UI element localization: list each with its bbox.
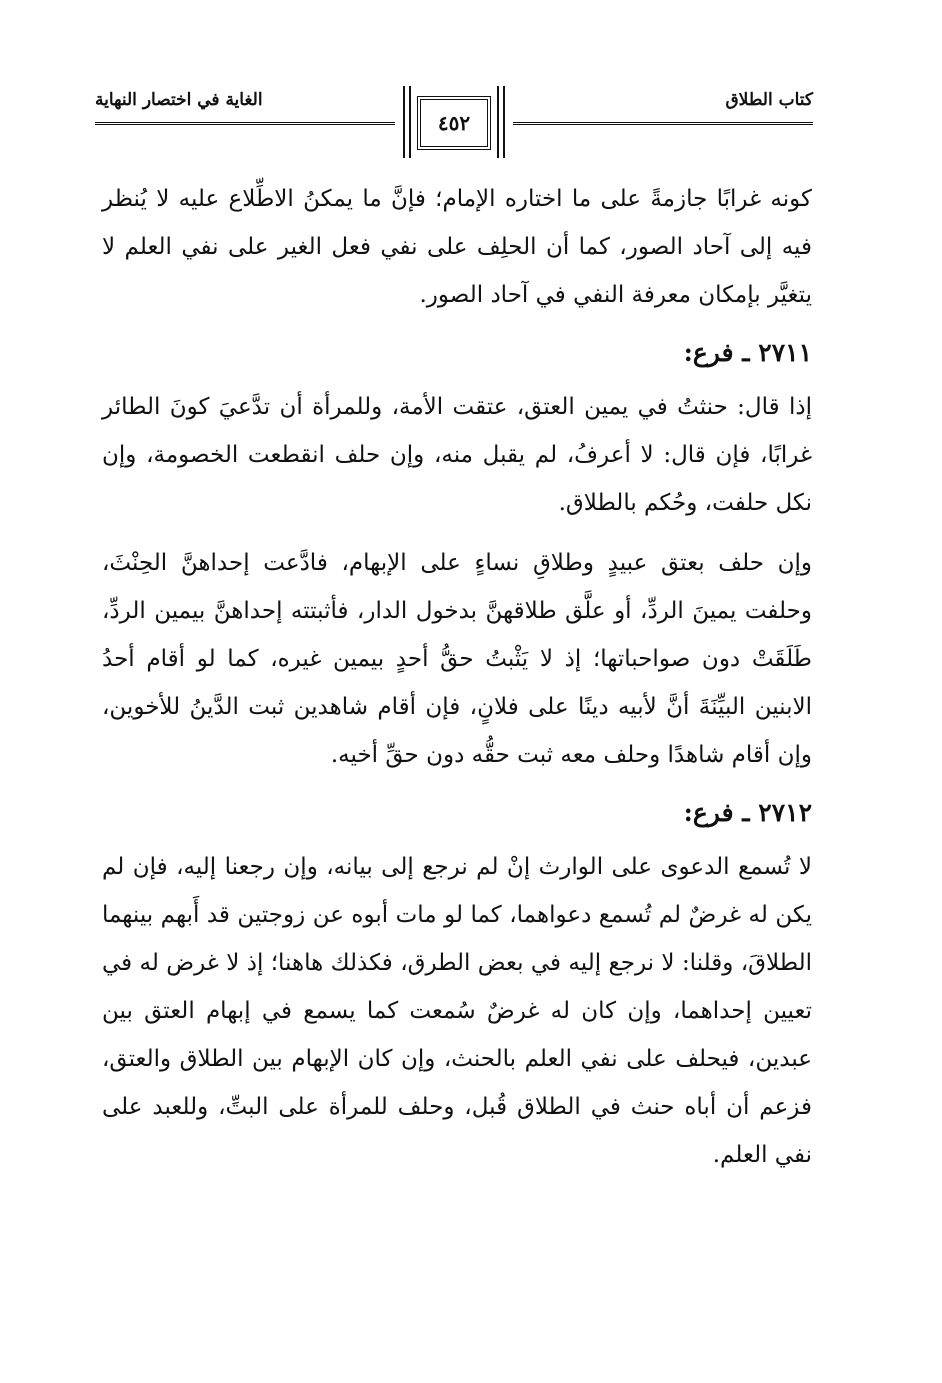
header-rule-right <box>513 122 813 125</box>
running-header <box>95 78 813 158</box>
header-section-title: كتاب الطلاق <box>725 90 813 110</box>
header-rule-left <box>95 122 395 125</box>
header-book-title: الغاية في اختصار النهاية <box>95 90 263 110</box>
page-number-frame <box>417 96 491 150</box>
paragraph-3: وإن حلف بعتق عبيدٍ وطلاقِ نساءٍ على الإبهام، فادَّعت إحداهنَّ الحِنْثَ، وحلفت يمينَ الردِّ، أو علَّق طلاقهنَّ بدخول الدار، فأثبتته إحداهنَّ بيمين الردِّ، طَلَقَتْ دون صواحباتها؛ إذ لا يَثْبتُ حقُّ أحدٍ بيمين غيره، كما لو أقام أحدُ الابنين البيِّنَةَ أنَّ لأبيه دينًا على فلانٍ، فإن أقام شاهدين ثبت الدَّينُ للأخوين، وإن أقام شاهدًا وحلف معه ثبت حقُّه دون حقِّ أخيه. <box>102 550 812 768</box>
page-number: ٤٥٢ <box>437 111 471 135</box>
body-text <box>102 175 812 1179</box>
paragraph-2: إذا قال: حنثتُ في يمين العتق، عتقت الأمة، وللمرأة أن تدَّعيَ كونَ الطائر غرابًا، فإن قال: لا أعرفُ، لم يقبل منه، وإن حلف انقطعت الخصومة، وإن نكل حلفت، وحُكم بالطلاق. <box>102 394 812 516</box>
section-heading-2711: ٢٧١١ ـ فرع: <box>683 338 812 367</box>
section-heading-2712: ٢٧١٢ ـ فرع: <box>683 798 812 827</box>
paragraph-4: لا تُسمع الدعوى على الوارث إنْ لم نرجع إلى بيانه، وإن رجعنا إليه، فإن لم يكن له غرضٌ لم تُسمع دعواهما، كما لو مات أبوه عن زوجتين قد أَبهم بينهما الطلاقَ، وقلنا: لا نرجع إليه في بعض الطرق، فكذلك هاهنا؛ إذ لا غرض له في تعيين إحداهما، وإن كان له غرضٌ سُمعت كما يسمع في إبهام العتق بين عبدين، فيحلف على نفي العلم بالحنث، وإن كان الإبهام بين الطلاق والعتق، فزعم أن أباه حنث في الطلاق قُبل، وحلف للمرأة على البتِّ، وللعبد على نفي العلم. <box>102 854 812 1168</box>
paragraph-1: كونه غرابًا جازمةً على ما اختاره الإمام؛ فإنَّ ما يمكنُ الاطِّلاع عليه لا يُنظر فيه إلى آحاد الصور، كما أن الحلِف على نفي فعل الغير على نفي العلم لا يتغيَّر بإمكان معرفة النفي في آحاد الصور. <box>102 186 812 308</box>
